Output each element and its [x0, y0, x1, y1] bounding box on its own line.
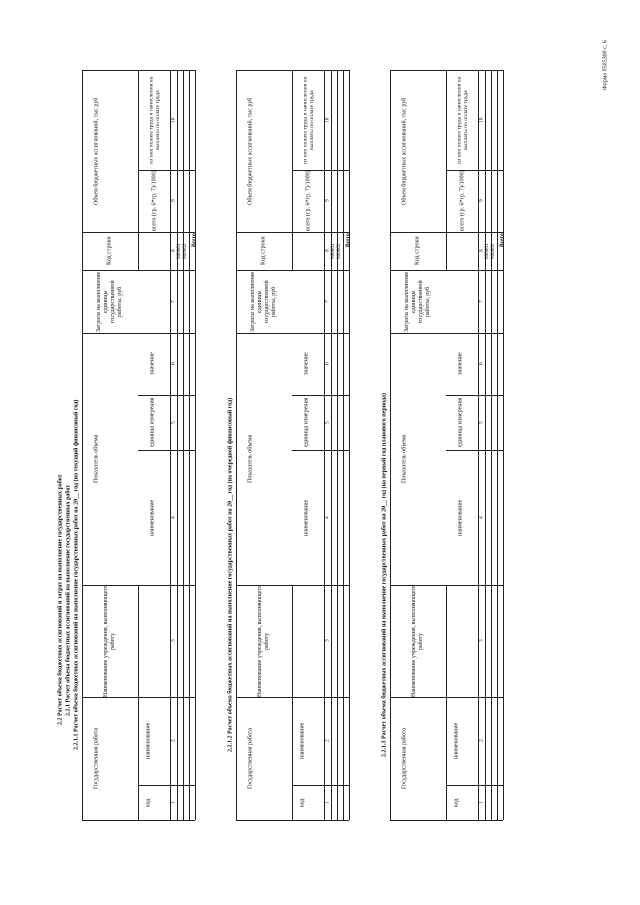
- data-row-sep: [491, 70, 492, 820]
- volume-value-header: значение: [457, 352, 464, 376]
- header-sep-1: [292, 585, 293, 820]
- budget-header: Объем бюджетных ассигнований, тыс руб: [401, 97, 408, 205]
- volume-header: Показатель объема: [247, 434, 254, 484]
- header-sep-2: [292, 70, 293, 270]
- data-row-sep: [337, 70, 338, 820]
- line-code-cell: 000001: [330, 243, 337, 259]
- volume-unit-header: единица измерения: [149, 397, 156, 448]
- section-title-3: 2.2.1.3 Расчет объема бюджетных ассигнований на выполнение государственных работ на 20__ год (на первый год планового периода): [381, 393, 388, 758]
- col-number-10: 10: [324, 117, 331, 123]
- col-number-6: 6: [324, 362, 331, 366]
- col-number-6: 6: [478, 362, 485, 366]
- line-code-header: Код строки: [106, 236, 113, 266]
- institution-header: Наименование учреждения, выполняющего работу: [411, 585, 424, 697]
- col-number-3: 3: [478, 639, 485, 643]
- line-code-cell: 000002: [182, 243, 189, 259]
- institution-header: Наименование учреждения, выполняющего работу: [103, 585, 116, 697]
- budget-total-header: всего (гр. 6*гр. 7)/1000): [459, 170, 466, 232]
- table-left-border: [390, 70, 391, 820]
- col-number-2: 2: [324, 739, 331, 743]
- data-row-sep: [189, 70, 190, 820]
- cost-header: Затраты на выполнение единицы государственной работы, руб: [250, 271, 277, 332]
- budget-total-header: всего (гр. 6*гр. 7)/1000): [305, 170, 312, 232]
- col-number-5: 5: [324, 421, 331, 424]
- table-bottom-border: [390, 820, 503, 821]
- code-header: код: [299, 798, 306, 807]
- data-row-sep: [497, 70, 498, 820]
- line-code-cell: 000001: [176, 243, 183, 259]
- col-number-4: 4: [324, 516, 331, 519]
- line-code-cell: 000002: [490, 243, 497, 259]
- heading-2-2-1-1-rot: 2.2.1.1 Расчет объема бюджетных ассигнований на выполнение государственных работ на 20__ год (на текущий финансовый год): [73, 399, 80, 751]
- col-number-10: 10: [170, 117, 177, 123]
- col-number-3: 3: [170, 639, 177, 643]
- code-header: код: [145, 798, 152, 807]
- budget-header: Объем бюджетных ассигнований, тыс руб: [93, 97, 100, 205]
- total-label: Всего: [498, 233, 505, 247]
- institution-header: Наименование учреждения, выполняющего работу: [257, 585, 270, 697]
- volume-value-header: значение: [303, 352, 310, 376]
- cost-header: Затраты на выполнение единицы государственной работы, руб: [404, 271, 431, 332]
- budget-labor-header: из них оплата труда и начисления на выплаты по оплате труда: [456, 76, 469, 164]
- budget-labor-header: из них оплата труда и начисления на выплаты по оплате труда: [302, 76, 315, 164]
- table-left-border: [236, 70, 237, 820]
- budget-header: Объем бюджетных ассигнований, тыс руб: [247, 97, 254, 205]
- heading-2-2-1-rot: 2.2.1 Расчет объема бюджетных ассигнований на выполнение государственных работ: [65, 484, 72, 716]
- volume-value-header: значение: [149, 352, 156, 376]
- col-number-4: 4: [170, 516, 177, 519]
- name-header: наименование: [145, 722, 152, 760]
- header-sep-1: [446, 585, 447, 820]
- col-number-8: 8: [478, 249, 485, 253]
- name-header: наименование: [453, 722, 460, 760]
- col-number-2: 2: [170, 739, 177, 743]
- line-code-cell: 000001: [484, 243, 491, 259]
- table-bottom-border: [82, 820, 195, 821]
- col-number-2: 2: [478, 739, 485, 743]
- line-code-cell: 000002: [336, 243, 343, 259]
- work-header: Государственная работа: [247, 727, 254, 790]
- col-number-6: 6: [170, 362, 177, 366]
- cost-header: Затраты на выполнение единицы государственной работы, руб: [96, 271, 123, 332]
- heading-2-2-rot: 2.2 Расчет объема бюджетных ассигнований и затрат на выполнение государственных работ: [57, 474, 64, 726]
- volume-name-header: наименование: [457, 499, 464, 536]
- budget-labor-header: из них оплата труда и начисления на выплаты по оплате труда: [148, 76, 161, 164]
- col-number-9: 9: [478, 199, 485, 203]
- col-number-10: 10: [478, 117, 485, 123]
- line-code-header: Код строки: [414, 236, 421, 266]
- col-number-8: 8: [170, 249, 177, 253]
- form-code-rotated: Форма 0505300 с. 6: [602, 40, 609, 90]
- col-number-8: 8: [324, 249, 331, 253]
- number-row-bottom: [485, 70, 486, 820]
- col-number-1: 1: [324, 801, 331, 804]
- data-row-sep: [343, 70, 344, 820]
- work-header: Государственная работа: [93, 727, 100, 790]
- volume-unit-header: единица измерения: [457, 397, 464, 448]
- code-header: код: [453, 798, 460, 807]
- table-right-border: [503, 70, 504, 820]
- table-bottom-border: [236, 820, 349, 821]
- col-number-3: 3: [324, 639, 331, 643]
- table-left-border: [82, 70, 83, 820]
- budget-total-header: всего (гр. 6*гр. 7)/1000): [151, 170, 158, 232]
- col-number-7: 7: [324, 300, 331, 303]
- col-number-7: 7: [170, 300, 177, 303]
- col-number-5: 5: [478, 421, 485, 424]
- col-number-4: 4: [478, 516, 485, 519]
- table-right-border: [349, 70, 350, 820]
- total-label: Всего: [344, 233, 351, 247]
- header-sep-2: [138, 70, 139, 270]
- col-number-1: 1: [170, 801, 177, 804]
- header-sep-2: [446, 70, 447, 270]
- col-number-5: 5: [170, 421, 177, 424]
- volume-name-header: наименование: [149, 499, 156, 536]
- header-sep-1: [138, 585, 139, 820]
- volume-unit-header: единица измерения: [303, 397, 310, 448]
- data-row-sep: [183, 70, 184, 820]
- name-header: наименование: [299, 722, 306, 760]
- table-right-border: [195, 70, 196, 820]
- number-row-bottom: [177, 70, 178, 820]
- total-label: Всего: [190, 233, 197, 247]
- volume-header: Показатель объема: [93, 434, 100, 484]
- col-number-9: 9: [324, 199, 331, 203]
- volume-header: Показатель объема: [401, 434, 408, 484]
- volume-name-header: наименование: [303, 499, 310, 536]
- col-number-9: 9: [170, 199, 177, 203]
- col-number-1: 1: [478, 801, 485, 804]
- work-header: Государственная работа: [401, 727, 408, 790]
- number-row-bottom: [331, 70, 332, 820]
- col-number-7: 7: [478, 300, 485, 303]
- section-title-2: 2.2.1.2 Расчет объема бюджетных ассигнований на выполнение государственных работ на 20__ год (на очередной финансовый год): [227, 397, 234, 753]
- line-code-header: Код строки: [260, 236, 267, 266]
